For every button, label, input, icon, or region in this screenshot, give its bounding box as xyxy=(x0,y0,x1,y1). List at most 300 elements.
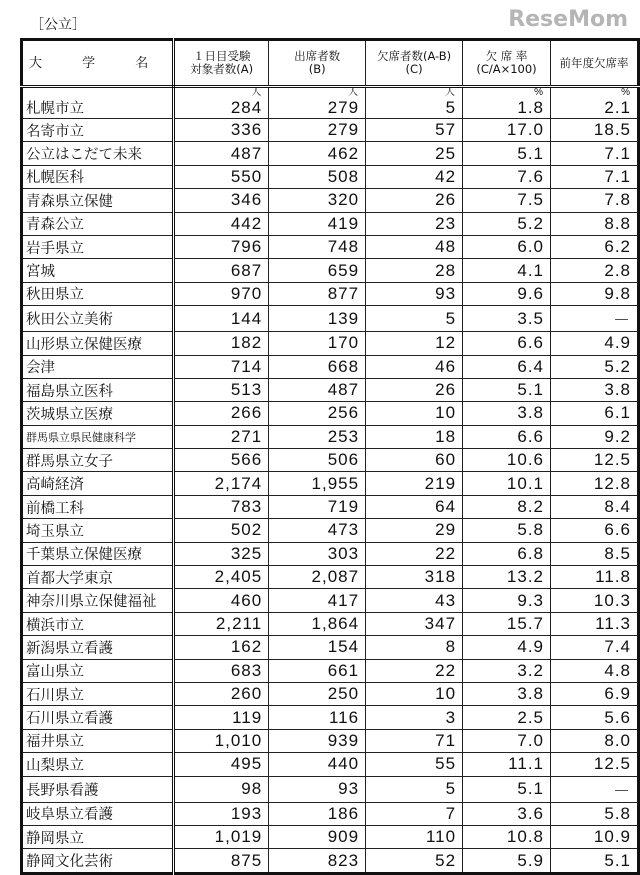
cell-value xyxy=(269,589,366,612)
cell-text: 1,019 xyxy=(214,827,263,847)
university-name xyxy=(22,542,174,565)
university-name xyxy=(22,566,174,589)
cell-value xyxy=(174,802,269,825)
cell-text: 富山県立 xyxy=(26,664,84,681)
table-row xyxy=(22,542,639,565)
cell-value xyxy=(366,802,463,825)
cell-text: 3.8 xyxy=(517,684,544,704)
cell-value xyxy=(269,542,366,565)
cell-value xyxy=(551,612,639,635)
cell-value xyxy=(366,706,463,729)
cell-text: － xyxy=(613,311,631,331)
cell-text: 661 xyxy=(327,660,360,680)
cell-value xyxy=(551,355,639,378)
cell-value xyxy=(463,472,551,495)
cell-value xyxy=(551,119,639,142)
cell-value xyxy=(174,825,269,848)
cell-value xyxy=(366,472,463,495)
cell-value xyxy=(463,636,551,659)
cell-value xyxy=(463,825,551,848)
cell-value xyxy=(366,119,463,142)
cell-value xyxy=(269,753,366,776)
cell-text: 6.6 xyxy=(604,520,631,540)
table-row xyxy=(22,306,639,332)
cell-value xyxy=(366,776,463,802)
cell-text: 154 xyxy=(327,637,360,657)
cell-value xyxy=(269,682,366,705)
cell-text: 9.3 xyxy=(517,590,544,610)
cell-value xyxy=(174,495,269,518)
table-row xyxy=(22,566,639,589)
cell-text: 10 xyxy=(435,403,457,423)
cell-value xyxy=(463,235,551,258)
cell-text: 9.8 xyxy=(604,283,631,303)
cell-text: 460 xyxy=(230,590,263,610)
table-row xyxy=(22,753,639,776)
table-row xyxy=(22,849,639,873)
cell-text: 10.1 xyxy=(506,473,544,493)
table-row xyxy=(22,636,639,659)
university-name xyxy=(22,189,174,212)
cell-text: 325 xyxy=(230,543,263,563)
cell-text: 15.7 xyxy=(506,614,544,633)
university-name xyxy=(22,425,174,448)
university-name xyxy=(22,519,174,542)
cell-text: 静岡県立 xyxy=(26,830,84,847)
university-name xyxy=(22,589,174,612)
cell-text: 6.8 xyxy=(517,543,544,563)
cell-value xyxy=(366,753,463,776)
cell-value xyxy=(269,235,366,258)
cell-value xyxy=(551,495,639,518)
cell-text: 139 xyxy=(327,308,360,328)
cell-text: 札幌市立 xyxy=(26,101,84,117)
cell-value xyxy=(463,119,551,142)
cell-value xyxy=(269,849,366,873)
cell-value xyxy=(174,729,269,752)
cell-text: 1.8 xyxy=(517,98,544,117)
cell-value xyxy=(463,449,551,472)
cell-text: 公立はこだて未来 xyxy=(26,147,142,164)
cell-text: 29 xyxy=(435,520,457,540)
table-row xyxy=(22,189,639,212)
cell-value xyxy=(269,142,366,165)
cell-text: 442 xyxy=(230,213,263,233)
cell-value xyxy=(366,355,463,378)
cell-value xyxy=(551,165,639,188)
cell-text: 3.2 xyxy=(517,660,544,680)
cell-text: 71 xyxy=(435,730,457,750)
unit-label: 人 xyxy=(348,87,360,98)
university-name xyxy=(22,776,174,802)
cell-value xyxy=(551,776,639,802)
cell-text: 2,087 xyxy=(311,567,360,587)
table-row xyxy=(22,589,639,612)
cell-value xyxy=(174,425,269,448)
university-name xyxy=(22,849,174,873)
cell-value xyxy=(366,612,463,635)
table-row xyxy=(22,119,639,142)
cell-text: 284 xyxy=(230,98,263,117)
cell-text: 22 xyxy=(435,660,457,680)
table-row xyxy=(22,212,639,235)
cell-text: 508 xyxy=(327,166,360,186)
unit-label: 人 xyxy=(445,87,457,98)
cell-text: 山梨県立 xyxy=(26,757,84,774)
cell-text: 336 xyxy=(230,120,263,140)
university-name xyxy=(22,259,174,282)
cell-value xyxy=(463,189,551,212)
cell-value xyxy=(551,449,639,472)
cell-value xyxy=(366,682,463,705)
cell-value xyxy=(551,753,639,776)
table-row xyxy=(22,378,639,401)
university-name xyxy=(22,612,174,635)
cell-text: 1,955 xyxy=(311,473,360,493)
cell-text: 10 xyxy=(435,684,457,704)
university-name xyxy=(22,212,174,235)
cell-value xyxy=(463,802,551,825)
cell-value xyxy=(174,142,269,165)
cell-value xyxy=(174,378,269,401)
cell-text: 名寄市立 xyxy=(26,123,84,140)
university-name xyxy=(22,142,174,165)
cell-value xyxy=(174,165,269,188)
cell-value xyxy=(551,142,639,165)
cell-value xyxy=(269,472,366,495)
table-row xyxy=(22,402,639,425)
cell-text: 首都大学東京 xyxy=(26,570,113,587)
cell-value xyxy=(551,729,639,752)
cell-text: 4.1 xyxy=(517,260,544,280)
cell-value xyxy=(551,189,639,212)
cell-value xyxy=(269,802,366,825)
cell-value xyxy=(174,659,269,682)
cell-text: 5.9 xyxy=(517,850,544,870)
cell-value xyxy=(366,729,463,752)
cell-value xyxy=(174,753,269,776)
table-row xyxy=(22,706,639,729)
cell-text: 219 xyxy=(424,473,457,493)
cell-value xyxy=(269,706,366,729)
table-row xyxy=(22,332,639,355)
cell-text: 千葉県立保健医療 xyxy=(26,547,142,564)
university-name xyxy=(22,495,174,518)
cell-text: 9.2 xyxy=(604,426,631,446)
cell-text: 10.8 xyxy=(506,827,544,847)
cell-text: 3.5 xyxy=(517,308,544,328)
cell-text: 182 xyxy=(230,333,263,353)
cell-text: 会津 xyxy=(26,360,55,377)
cell-value xyxy=(463,753,551,776)
cell-value xyxy=(366,825,463,848)
table-row xyxy=(22,449,639,472)
cell-text: － xyxy=(613,781,631,801)
cell-value xyxy=(551,212,639,235)
cell-text: 440 xyxy=(327,754,360,774)
cell-text: 群馬県立県民健康科学 xyxy=(26,430,136,444)
cell-text: 93 xyxy=(435,283,457,303)
cell-text: 青森県立保健 xyxy=(26,193,113,210)
cell-value xyxy=(174,355,269,378)
cell-value xyxy=(174,566,269,589)
table-row xyxy=(22,259,639,282)
cell-text: 埼玉県立 xyxy=(26,523,84,540)
university-name xyxy=(22,165,174,188)
cell-value xyxy=(269,402,366,425)
university-name xyxy=(22,636,174,659)
cell-value xyxy=(463,776,551,802)
cell-value xyxy=(551,87,639,119)
cell-value xyxy=(366,519,463,542)
cell-text: 256 xyxy=(327,403,360,423)
cell-text: 3.8 xyxy=(604,380,631,400)
cell-value xyxy=(366,378,463,401)
cell-value xyxy=(269,519,366,542)
table-row xyxy=(22,495,639,518)
cell-value xyxy=(366,495,463,518)
cell-text: 5 xyxy=(445,98,457,117)
cell-value xyxy=(463,659,551,682)
university-name xyxy=(22,659,174,682)
cell-value xyxy=(551,472,639,495)
cell-text: 10.3 xyxy=(593,590,631,610)
cell-value xyxy=(269,612,366,635)
cell-text: 170 xyxy=(327,333,360,353)
cell-text: 6.0 xyxy=(517,237,544,257)
university-name xyxy=(22,355,174,378)
university-name xyxy=(22,802,174,825)
cell-text: 419 xyxy=(327,213,360,233)
table-row xyxy=(22,729,639,752)
cell-value xyxy=(463,495,551,518)
cell-text: 高崎経済 xyxy=(26,477,84,494)
cell-text: 28 xyxy=(435,260,457,280)
cell-value xyxy=(174,542,269,565)
cell-value xyxy=(174,119,269,142)
cell-text: 64 xyxy=(435,497,457,517)
cell-text: 福井県立 xyxy=(26,734,84,751)
cell-text: 26 xyxy=(435,190,457,210)
cell-text: 7.4 xyxy=(604,637,631,657)
cell-value xyxy=(366,659,463,682)
cell-text: 11.8 xyxy=(595,567,631,587)
cell-value xyxy=(174,282,269,305)
cell-value xyxy=(174,472,269,495)
cell-text: 5 xyxy=(445,308,457,328)
cell-text: 98 xyxy=(241,779,263,799)
cell-text: 487 xyxy=(230,143,263,163)
cell-value xyxy=(463,306,551,332)
university-name xyxy=(22,729,174,752)
cell-text: 7.5 xyxy=(517,190,544,210)
column-header: 大 学 名 xyxy=(22,40,174,87)
cell-text: 566 xyxy=(230,450,263,470)
cell-text: 877 xyxy=(327,283,360,303)
cell-text: 347 xyxy=(424,614,457,633)
cell-text: 162 xyxy=(230,637,263,657)
cell-value xyxy=(269,495,366,518)
table-row xyxy=(22,825,639,848)
university-name xyxy=(22,235,174,258)
cell-value xyxy=(551,589,639,612)
cell-text: 23 xyxy=(435,213,457,233)
cell-value xyxy=(269,119,366,142)
cell-text: 683 xyxy=(230,660,263,680)
cell-value xyxy=(551,378,639,401)
cell-text: 320 xyxy=(327,190,360,210)
cell-text: 群馬県立女子 xyxy=(26,453,113,470)
cell-value xyxy=(551,659,639,682)
cell-value xyxy=(551,259,639,282)
cell-text: 8.2 xyxy=(517,497,544,517)
table-row xyxy=(22,282,639,305)
cell-value xyxy=(269,165,366,188)
cell-value xyxy=(269,282,366,305)
cell-value xyxy=(269,449,366,472)
cell-value xyxy=(174,589,269,612)
cell-text: 279 xyxy=(327,120,360,140)
cell-value xyxy=(366,306,463,332)
cell-value xyxy=(463,849,551,873)
cell-text: 60 xyxy=(435,450,457,470)
cell-text: 12.5 xyxy=(593,450,631,470)
cell-text: 43 xyxy=(435,590,457,610)
cell-text: 6.9 xyxy=(604,684,631,704)
cell-value xyxy=(269,87,366,119)
cell-text: 513 xyxy=(230,380,263,400)
cell-text: 119 xyxy=(232,707,263,727)
university-name xyxy=(22,282,174,305)
cell-value xyxy=(366,566,463,589)
cell-text: 748 xyxy=(327,237,360,257)
cell-text: 静岡文化芸術 xyxy=(26,854,113,871)
cell-value xyxy=(366,589,463,612)
cell-value xyxy=(269,259,366,282)
cell-text: 6.6 xyxy=(517,426,544,446)
cell-value xyxy=(269,212,366,235)
cell-text: 茨城県立医療 xyxy=(26,406,113,423)
cell-value xyxy=(174,306,269,332)
cell-value xyxy=(551,235,639,258)
cell-text: 487 xyxy=(327,380,360,400)
cell-text: 18.5 xyxy=(593,120,631,140)
cell-value xyxy=(366,332,463,355)
cell-text: 5.1 xyxy=(517,143,544,163)
section-label: ［公立］ xyxy=(30,17,86,33)
cell-text: 110 xyxy=(425,827,457,847)
cell-text: 12.8 xyxy=(593,473,631,493)
cell-value xyxy=(463,612,551,635)
cell-text: 17.0 xyxy=(506,120,544,140)
cell-text: 2.8 xyxy=(604,260,631,280)
cell-value xyxy=(551,825,639,848)
cell-text: 42 xyxy=(435,166,457,186)
cell-text: 12 xyxy=(435,333,457,353)
cell-value xyxy=(269,355,366,378)
university-name xyxy=(22,449,174,472)
cell-text: 7.1 xyxy=(604,143,631,163)
unit-label: % xyxy=(534,87,544,98)
absence-table xyxy=(20,38,640,875)
cell-text: 横浜市立 xyxy=(26,617,84,634)
university-name xyxy=(22,378,174,401)
table-row xyxy=(22,142,639,165)
cell-value xyxy=(366,189,463,212)
cell-value xyxy=(174,519,269,542)
cell-value xyxy=(269,332,366,355)
cell-value xyxy=(366,165,463,188)
cell-value xyxy=(269,825,366,848)
university-name xyxy=(22,87,174,119)
cell-text: 346 xyxy=(230,190,263,210)
cell-value xyxy=(174,87,269,119)
cell-text: 909 xyxy=(327,827,360,847)
cell-value xyxy=(174,706,269,729)
cell-text: 石川県立看護 xyxy=(26,711,113,728)
cell-text: 青森公立 xyxy=(26,217,84,234)
cell-text: 新潟県立看護 xyxy=(26,640,113,657)
cell-text: 5.1 xyxy=(517,380,544,400)
cell-text: 6.6 xyxy=(517,333,544,353)
cell-text: 48 xyxy=(435,237,457,257)
cell-text: 506 xyxy=(327,450,360,470)
cell-text: 12.5 xyxy=(593,754,631,774)
header-row xyxy=(22,40,639,87)
cell-text: 4.8 xyxy=(604,660,631,680)
column-header: 前年度欠席率 xyxy=(551,40,639,87)
university-name xyxy=(22,706,174,729)
table-row xyxy=(22,659,639,682)
cell-text: 260 xyxy=(230,684,263,704)
watermark-logo: ReseMom xyxy=(508,7,628,32)
cell-value xyxy=(463,425,551,448)
university-name xyxy=(22,825,174,848)
cell-value xyxy=(463,519,551,542)
cell-text: 22 xyxy=(435,543,457,563)
cell-text: 250 xyxy=(327,684,360,704)
cell-text: 5.2 xyxy=(604,356,631,376)
cell-text: 93 xyxy=(338,779,360,799)
cell-text: 2.5 xyxy=(517,707,544,727)
cell-value xyxy=(269,659,366,682)
table-row xyxy=(22,519,639,542)
column-header: １日目受験 対象者数(A) xyxy=(174,40,269,87)
cell-value xyxy=(174,636,269,659)
cell-text: 8.5 xyxy=(604,543,631,563)
cell-value xyxy=(366,87,463,119)
cell-text: 9.6 xyxy=(517,283,544,303)
cell-value xyxy=(269,566,366,589)
university-name xyxy=(22,332,174,355)
cell-value xyxy=(463,706,551,729)
cell-text: 303 xyxy=(327,543,360,563)
cell-value xyxy=(551,402,639,425)
cell-text: 山形県立保健医療 xyxy=(26,336,142,353)
cell-value xyxy=(366,212,463,235)
cell-text: 3 xyxy=(445,707,457,727)
cell-value xyxy=(366,142,463,165)
cell-text: 5.8 xyxy=(604,803,631,823)
cell-text: 秋田公立美術 xyxy=(26,312,113,329)
cell-text: 10.9 xyxy=(593,827,631,847)
cell-value xyxy=(366,425,463,448)
cell-text: 4.9 xyxy=(517,637,544,657)
cell-text: 783 xyxy=(230,497,263,517)
cell-text: 札幌医科 xyxy=(26,170,84,187)
cell-value xyxy=(551,802,639,825)
cell-value xyxy=(463,87,551,119)
